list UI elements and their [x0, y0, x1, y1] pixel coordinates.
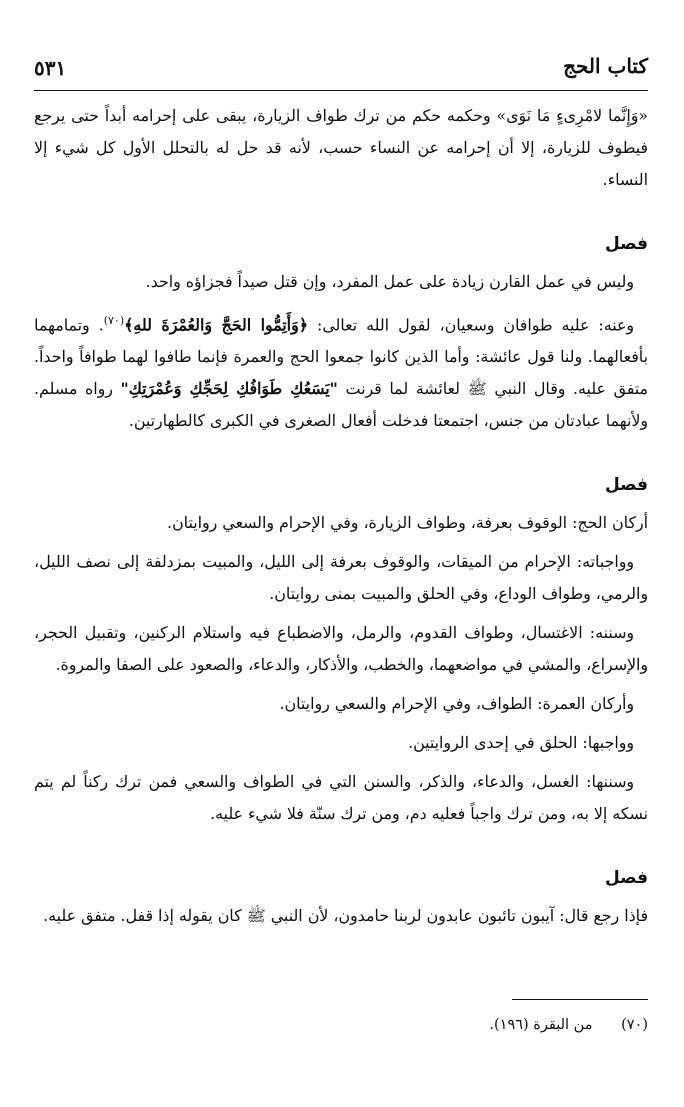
footnote-ref: (٧٠)	[103, 314, 125, 327]
text-span: رواه مسلم. ولأنهما عبادتان من جنس، اجتمعتا فدخلت أفعال الصغرى في الكبرى كالطهارتين.	[34, 379, 648, 431]
footnote	[34, 1013, 648, 1037]
page-number: ٥٣١	[34, 56, 67, 80]
body-text	[34, 100, 648, 939]
paragraph: وسننه: الاغتسال، وطواف القدوم، والرمل، والاضطباع فيه واستلام الركنين، وتقبيل الحجر، والإسراع، والمشي في مواضعهما، والخطب، والأذكار، والدعاء، والصعود على الصفا والمروة.	[34, 623, 648, 675]
paragraph: فإذا رجع قال: آيبون تائبون عابدون لربنا حامدون، لأن النبي ﷺ كان يقوله إذا قفل. متفق عليه.	[43, 906, 648, 926]
paragraph: أركان الحج: الوقوف بعرفة، وطواف الزيارة، وفي الإحرام والسعي روايتان.	[167, 513, 648, 533]
paragraph: وليس في عمل القارن زيادة على عمل المفرد، وإن قتل صيداً فجزاؤه واحد.	[145, 272, 634, 291]
paragraph: وواجبها: الحلق في إحدى الروايتين.	[408, 733, 634, 753]
book-title: كتاب الحج	[563, 54, 648, 78]
paragraph: وواجباته: الإحرام من الميقات، والوقوف بعرفة إلى الليل، والمبيت بمزدلفة إلى نصف الليل، والرمي، وطواف الوداع، وفي الحلق والمبيت بمنى روايتان.	[34, 552, 648, 604]
paragraph: وسننها: الغسل، والدعاء، والذكر، والسنن التي في الطواف والسعي فمن ترك ركناً لم يتم نسكه إلا به، ومن ترك واجباً فعليه دم، ومن ترك سنّة فلا شيء عليه.	[34, 772, 648, 824]
footnote-divider	[512, 999, 648, 1000]
paragraph: وأركان العمرة: الطواف، وفي الإحرام والسعي روايتان.	[279, 694, 634, 714]
section-heading-3: فصل	[604, 868, 648, 889]
quran-verse: ﴿وَأَتِمُّوا الحَجَّ وَالعُمْرَةَ للهِ﴾	[124, 315, 308, 335]
page-header	[34, 44, 648, 91]
text-span: . وتمامهما بأفعالهما. ولنا قول عائشة: وأما الذين كانوا جمعوا الحج والعمرة فإنما طافوا لهما طوافاً واحداً. متفق عليه. وقال النبي ﷺ لعائشة لما قرنت	[34, 315, 648, 399]
opening-paragraph: «وَإِنَّما لامْرِىءٍ مَا نَوَى» وحكمه حكم من ترك طواف الزيارة، يبقى على إحرامه أبداً حتى يرجع فيطوف للزيارة، إلا أن إحرامه عن النساء حسب، لأنه قد حل له بالتحلل الأول كل شيء إلا النساء.	[34, 106, 648, 189]
footnote-number: (٧٠)	[621, 1017, 648, 1033]
text-span: وعنه: عليه طوافان وسعيان، لقول الله تعالى:	[307, 315, 635, 335]
section-heading-1: فصل	[604, 234, 648, 254]
footnote-text: من البقرة (١٩٦).	[489, 1017, 593, 1033]
hadith-quote: "يَسَعُكِ طَوَافُكِ لِحَجِّكِ وَعُمْرَتِكِ"	[120, 379, 338, 399]
paragraph-with-quran	[34, 305, 648, 437]
section-heading-2: فصل	[604, 475, 648, 496]
